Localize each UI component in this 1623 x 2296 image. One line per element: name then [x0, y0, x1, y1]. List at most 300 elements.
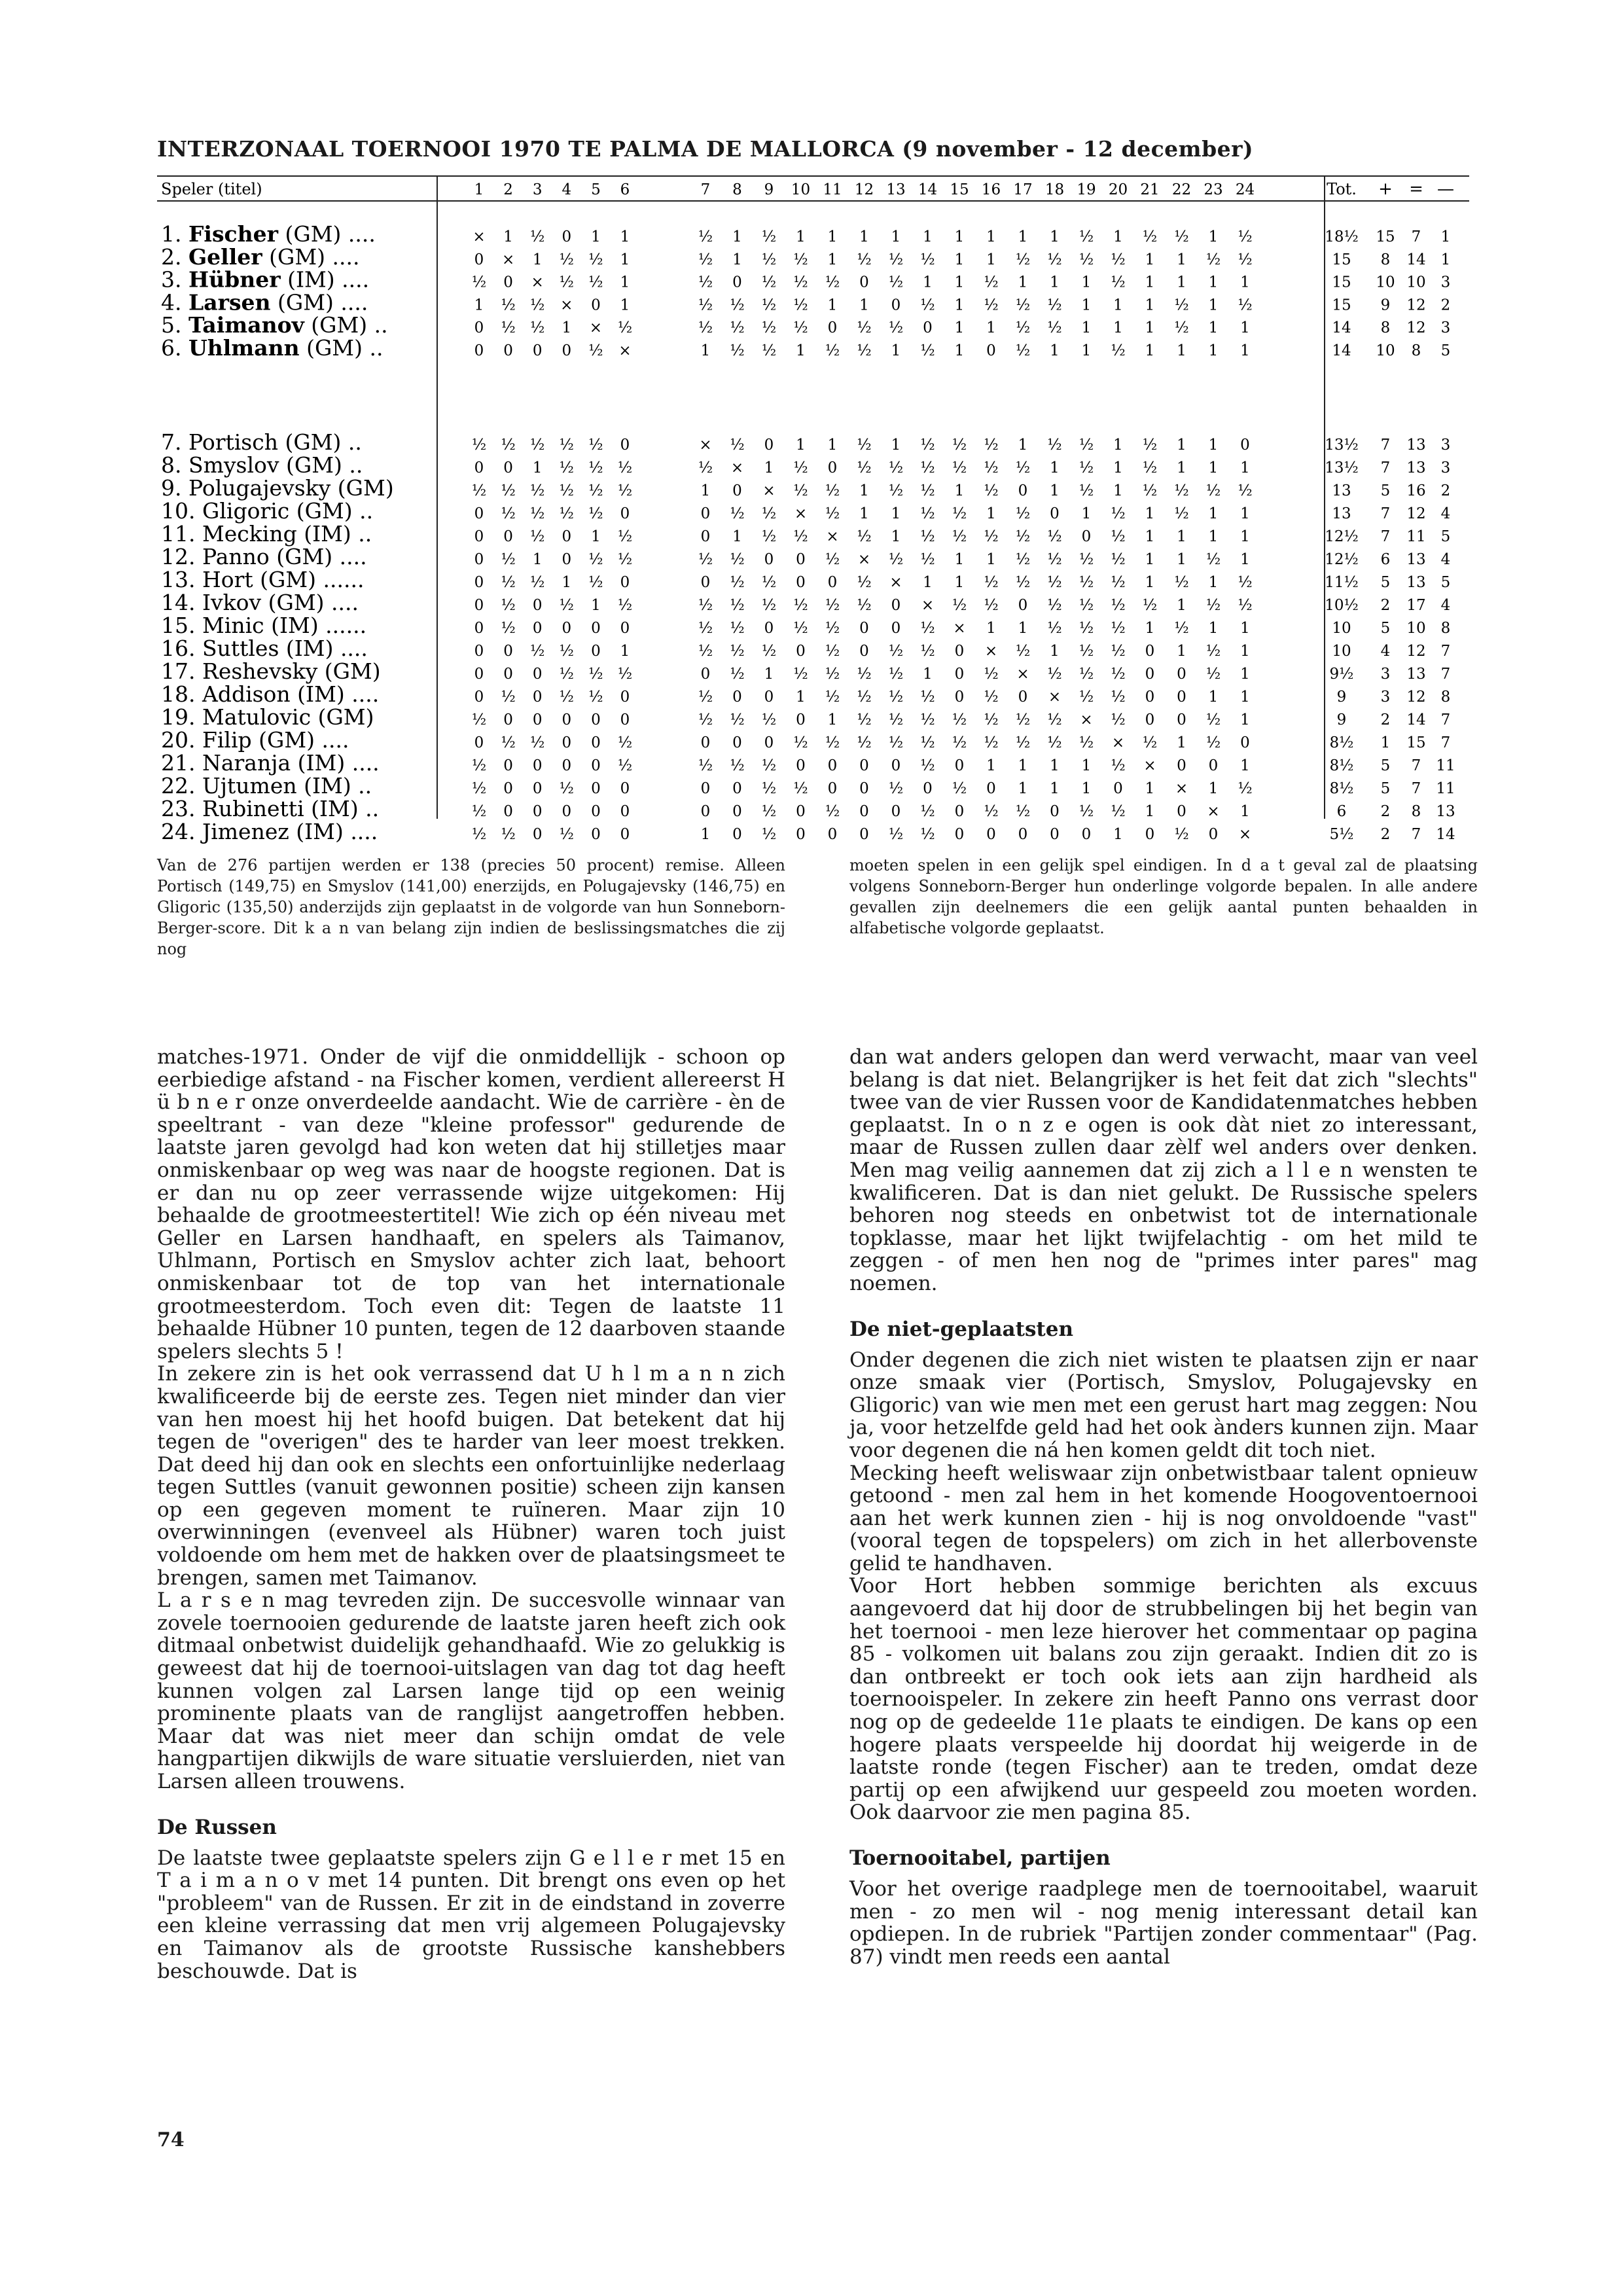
result-cell: 1	[986, 319, 996, 337]
result-cell: 0	[923, 319, 933, 337]
result-cell: 0	[532, 666, 543, 683]
result-cell: 0	[986, 342, 996, 359]
result-cell: 1	[954, 342, 965, 359]
round-header: 12	[854, 181, 874, 198]
result-cell: 1	[700, 482, 711, 499]
result-cell: ×	[501, 251, 515, 268]
losses-cell: 2	[1440, 482, 1451, 499]
result-cell: ½	[698, 597, 713, 614]
result-cell: ×	[1048, 689, 1061, 706]
losses-cell: 3	[1440, 437, 1451, 454]
result-cell: 1	[796, 437, 806, 454]
draws-cell: 12	[1406, 319, 1426, 337]
round-header: 4	[562, 181, 572, 198]
result-cell: ½	[825, 734, 840, 751]
result-cell: ½	[698, 711, 713, 728]
result-cell: 0	[732, 689, 742, 706]
result-cell: ×	[589, 319, 603, 337]
result-cell: ½	[617, 597, 633, 614]
player-name: 19. Matulovic (GM)	[161, 704, 374, 730]
wins-cell: 2	[1380, 597, 1391, 614]
round-header: 9	[764, 181, 774, 198]
result-cell: 1	[827, 228, 838, 245]
result-cell: 1	[1240, 757, 1250, 774]
result-cell: ½	[920, 342, 935, 359]
result-cell: ½	[793, 459, 808, 476]
draws-cell: 7	[1411, 757, 1421, 774]
result-cell: ½	[501, 574, 516, 591]
total-cell: 9½	[1329, 666, 1354, 683]
result-cell: ½	[1174, 482, 1189, 499]
player-name: 8. Smyslov (GM) ..	[161, 452, 363, 478]
result-cell: 1	[764, 666, 774, 683]
result-cell: ½	[530, 528, 545, 545]
result-cell: 1	[1050, 757, 1060, 774]
result-cell: 0	[764, 620, 774, 637]
result-cell: 0	[1177, 711, 1186, 728]
total-cell: 18½	[1325, 228, 1359, 245]
result-cell: 0	[591, 296, 601, 314]
result-cell: ½	[1238, 251, 1253, 268]
result-cell: 1	[532, 459, 543, 476]
result-cell: 1	[1177, 459, 1186, 476]
result-cell: ½	[952, 437, 967, 454]
player-name: 2. Geller (GM) ....	[161, 243, 360, 270]
result-cell: ½	[1047, 251, 1062, 268]
result-cell: ½	[1238, 597, 1253, 614]
result-cell: ½	[984, 711, 999, 728]
result-cell: ½	[984, 482, 999, 499]
result-cell: ½	[1047, 711, 1062, 728]
player-name: 24. Jimenez (IM) ....	[161, 819, 378, 844]
result-cell: ½	[920, 620, 935, 637]
result-cell: ½	[1047, 528, 1062, 545]
round-header: 2	[503, 181, 513, 198]
round-header: 16	[981, 181, 1001, 198]
result-cell: 0	[1018, 597, 1028, 614]
result-cell: 1	[954, 296, 965, 314]
result-cell: ×	[1175, 780, 1188, 797]
round-header: 20	[1108, 181, 1128, 198]
result-cell: ½	[984, 296, 999, 314]
losses-cell: 3	[1440, 459, 1451, 476]
wins-cell: 6	[1380, 551, 1391, 568]
result-cell: 1	[1240, 274, 1250, 291]
result-cell: 0	[591, 780, 601, 797]
result-cell: ½	[984, 597, 999, 614]
result-cell: 0	[954, 666, 965, 683]
result-cell: ½	[1111, 643, 1126, 660]
result-cell: ½	[588, 666, 603, 683]
losses-cell: 13	[1436, 803, 1455, 820]
result-cell: 1	[1050, 482, 1060, 499]
result-cell: ×	[953, 620, 966, 637]
result-cell: ×	[826, 528, 839, 545]
result-cell: ½	[920, 528, 935, 545]
result-cell: ½	[920, 734, 935, 751]
result-cell: 1	[1050, 643, 1060, 660]
result-cell: 1	[1240, 342, 1250, 359]
result-cell: 1	[591, 597, 601, 614]
result-cell: 0	[474, 689, 484, 706]
result-cell: 0	[1177, 757, 1186, 774]
draws-cell: 13	[1406, 437, 1426, 454]
result-cell: 0	[1050, 826, 1060, 843]
result-cell: ½	[588, 505, 603, 522]
round-header: 10	[791, 181, 811, 198]
paragraph: Onder degenen die zich niet wisten te plaatsen zijn er naar onze smaak vier (Portisch, Smyslov, Polugajevsky en Gligoric) van wie men met een gerust hart mag zeggen: Nou ja, voor hetzelfde geld had het ook ànders kunnen zijn. Maar voor degenen die ná hen komen geldt dit toch niet.	[849, 1348, 1478, 1462]
result-cell: 1	[986, 620, 996, 637]
result-cell: ½	[1015, 505, 1031, 522]
result-cell: 1	[1208, 574, 1219, 591]
result-cell: 0	[700, 505, 711, 522]
result-cell: ×	[531, 274, 544, 291]
result-cell: 1	[700, 342, 711, 359]
result-cell: ½	[559, 689, 574, 706]
result-cell: ½	[730, 711, 745, 728]
result-cell: 0	[591, 826, 601, 843]
player-name: 1. Fischer (GM) ....	[161, 221, 376, 247]
result-cell: ½	[1238, 574, 1253, 591]
result-cell: ½	[530, 643, 545, 660]
result-cell: ½	[1174, 826, 1189, 843]
result-cell: 0	[700, 803, 711, 820]
result-cell: 1	[620, 251, 630, 268]
result-cell: ½	[559, 643, 574, 660]
result-cell: 0	[474, 734, 484, 751]
result-cell: 1	[859, 228, 869, 245]
result-cell: 0	[1208, 757, 1219, 774]
result-cell: 0	[620, 780, 630, 797]
result-cell: ½	[588, 437, 603, 454]
wins-cell: 3	[1380, 689, 1391, 706]
result-cell: ½	[1205, 251, 1221, 268]
result-cell: 1	[1177, 643, 1186, 660]
result-cell: 0	[827, 574, 838, 591]
result-cell: 0	[562, 551, 572, 568]
result-cell: ½	[1205, 551, 1221, 568]
result-cell: ½	[888, 689, 904, 706]
result-cell: ½	[825, 666, 840, 683]
result-cell: ½	[1015, 459, 1031, 476]
result-cell: 1	[986, 551, 996, 568]
total-cell: 13½	[1325, 459, 1359, 476]
player-name: 3. Hübner (IM) ....	[161, 266, 370, 293]
player-name: 18. Addison (IM) ....	[161, 681, 380, 707]
result-cell: 1	[591, 228, 601, 245]
total-cell: 14	[1332, 342, 1351, 359]
result-cell: 0	[700, 574, 711, 591]
result-cell: ½	[588, 689, 603, 706]
crosstable	[157, 173, 1469, 844]
result-cell: 0	[1081, 528, 1092, 545]
result-cell: 1	[891, 505, 901, 522]
paragraph: De laatste twee geplaatste spelers zijn G e l l e r met 15 en T a i m a n o v met 14 punten. Dit brengt ons even op het "probleem" van de Russen. Er zit in de eindstand in zoverre een kleine verrassing dat men vrij algemeen Polugajevsky en Taimanov als de grootste Russische kanshebbers beschouwde. Dat is	[157, 1846, 785, 1983]
result-cell: 0	[562, 228, 572, 245]
result-cell: ½	[698, 296, 713, 314]
result-cell: 0	[562, 803, 572, 820]
losses-cell: 2	[1440, 296, 1451, 314]
result-cell: 1	[954, 551, 965, 568]
draws-cell: 10	[1406, 620, 1426, 637]
result-cell: ½	[471, 826, 487, 843]
result-cell: ½	[793, 296, 808, 314]
result-cell: ½	[1174, 620, 1189, 637]
result-cell: 0	[620, 574, 630, 591]
result-cell: 1	[1177, 551, 1186, 568]
result-cell: ×	[762, 482, 776, 499]
result-cell: ½	[857, 666, 872, 683]
result-cell: 0	[620, 826, 630, 843]
result-cell: ½	[1111, 597, 1126, 614]
result-cell: ½	[471, 482, 487, 499]
losses-cell: 5	[1440, 574, 1451, 591]
result-cell: 0	[503, 342, 513, 359]
result-cell: 0	[859, 803, 869, 820]
losses-cell: 8	[1440, 620, 1451, 637]
table-note-right-text: moeten spelen in een gelijk spel eindigen. In d a t geval zal de plaatsing volgens Sonneborn-Berger hun onderlinge volgorde bepalen. In alle andere gevallen zijn deelnemers die een gelijk aantal punten behaalden in alfabetische volgorde geplaatst.	[849, 856, 1478, 937]
result-cell: 1	[732, 528, 742, 545]
result-cell: ½	[501, 826, 516, 843]
result-cell: 1	[1240, 643, 1250, 660]
result-cell: ½	[730, 505, 745, 522]
result-cell: 1	[986, 505, 996, 522]
result-cell: ½	[1047, 319, 1062, 337]
result-cell: ½	[617, 482, 633, 499]
result-cell: 0	[796, 643, 806, 660]
draws-cell: 12	[1406, 643, 1426, 660]
result-cell: ½	[617, 319, 633, 337]
result-cell: 1	[1240, 319, 1250, 337]
result-cell: 1	[1240, 528, 1250, 545]
result-cell: ½	[761, 780, 777, 797]
result-cell: 0	[620, 803, 630, 820]
result-cell: ½	[730, 757, 745, 774]
paragraph: dan wat anders gelopen dan werd verwacht, maar van veel belang is dat niet. Belangrijker is het feit dat zich "slechts" twee van de vier Russen voor de Kandidatenmatches hebben geplaatst. In o n z e ogen is ook dàt niet zo interessant, maar de Russen zullen daar zèlf wel anders over denken. Men mag veilig aannemen dat zij zich a l l e n wensten te kwalificeren. Dat is dan niet gelukt. De Russische spelers behoren nog steeds en onbetwist tot de internationale topklasse, maar het lijkt twijfelachtig - om het mild te zeggen - of men hen nog de "primes inter pares" mag noemen.	[849, 1045, 1478, 1295]
result-cell: ½	[825, 342, 840, 359]
result-cell: 1	[1208, 780, 1219, 797]
table-note-left	[157, 855, 785, 960]
result-cell: ½	[857, 711, 872, 728]
result-cell: ×	[1207, 803, 1220, 820]
result-cell: ½	[1205, 666, 1221, 683]
result-cell: ½	[559, 826, 574, 843]
result-cell: ½	[761, 711, 777, 728]
result-cell: ½	[1047, 296, 1062, 314]
result-cell: 0	[1145, 666, 1155, 683]
total-cell: 10½	[1325, 597, 1359, 614]
round-header: 6	[620, 181, 630, 198]
result-cell: ½	[698, 689, 713, 706]
wins-cell: 8	[1380, 319, 1391, 337]
result-cell: 0	[827, 780, 838, 797]
minus-header: —	[1437, 179, 1454, 199]
result-cell: ½	[984, 689, 999, 706]
result-cell: 1	[1113, 459, 1123, 476]
wins-cell: 5	[1380, 757, 1391, 774]
result-cell: ½	[588, 574, 603, 591]
result-cell: 1	[954, 274, 965, 291]
result-cell: ½	[617, 551, 633, 568]
result-cell: ½	[559, 780, 574, 797]
result-cell: ½	[1079, 251, 1094, 268]
result-cell: 0	[891, 597, 901, 614]
result-cell: 0	[474, 620, 484, 637]
result-cell: ½	[559, 459, 574, 476]
result-cell: ½	[559, 437, 574, 454]
result-cell: ½	[1174, 296, 1189, 314]
result-cell: ½	[730, 437, 745, 454]
result-cell: 0	[503, 274, 513, 291]
result-cell: 1	[591, 528, 601, 545]
result-cell: ½	[471, 803, 487, 820]
result-cell: ½	[1047, 437, 1062, 454]
wins-cell: 1	[1380, 734, 1391, 751]
result-cell: ½	[1015, 342, 1031, 359]
result-cell: ×	[560, 296, 573, 314]
result-cell: ½	[920, 459, 935, 476]
result-cell: ×	[794, 505, 808, 522]
result-cell: 0	[827, 826, 838, 843]
result-cell: 1	[1050, 780, 1060, 797]
result-cell: ½	[1238, 780, 1253, 797]
total-header: Tot.	[1327, 180, 1357, 198]
result-cell: 1	[1113, 482, 1123, 499]
result-cell: 0	[503, 666, 513, 683]
result-cell: 0	[474, 319, 484, 337]
result-cell: 1	[1145, 780, 1155, 797]
result-cell: 1	[859, 505, 869, 522]
result-cell: 1	[923, 574, 933, 591]
result-cell: 1	[1113, 296, 1123, 314]
result-cell: ½	[1047, 620, 1062, 637]
result-cell: 0	[474, 551, 484, 568]
player-name: 13. Hort (GM) ......	[161, 567, 365, 592]
result-cell: ½	[1079, 482, 1094, 499]
result-cell: ½	[617, 528, 633, 545]
result-cell: 1	[1113, 319, 1123, 337]
result-cell: ½	[984, 734, 999, 751]
result-cell: 0	[474, 574, 484, 591]
result-cell: ½	[501, 505, 516, 522]
result-cell: 0	[732, 274, 742, 291]
result-cell: 0	[891, 803, 901, 820]
result-cell: ½	[501, 437, 516, 454]
draws-cell: 14	[1406, 251, 1426, 268]
result-cell: ½	[1079, 689, 1094, 706]
result-cell: ½	[1047, 551, 1062, 568]
result-cell: 0	[474, 251, 484, 268]
result-cell: 0	[954, 689, 965, 706]
result-cell: 1	[1081, 505, 1092, 522]
player-name: 12. Panno (GM) ....	[161, 544, 367, 569]
result-cell: ½	[857, 459, 872, 476]
round-header: 18	[1044, 181, 1065, 198]
result-cell: ½	[1079, 228, 1094, 245]
result-cell: ½	[617, 757, 633, 774]
wins-cell: 5	[1380, 780, 1391, 797]
result-cell: ½	[920, 803, 935, 820]
result-cell: ½	[888, 734, 904, 751]
result-cell: ½	[857, 734, 872, 751]
round-header: 22	[1171, 181, 1192, 198]
result-cell: ½	[1142, 459, 1158, 476]
player-name: 22. Ujtumen (IM) ..	[161, 773, 372, 798]
result-cell: 0	[796, 757, 806, 774]
result-cell: 0	[1240, 437, 1250, 454]
result-cell: 1	[1240, 505, 1250, 522]
paragraph: Voor het overige raadplege men de toernooitabel, waaruit men - zo men wil - nog menig interessant detail kan opdiepen. In de rubriek "Partijen zonder commentaar" (Pag. 87) vindt men reeds een aantal	[849, 1877, 1478, 1969]
result-cell: 1	[1208, 689, 1219, 706]
result-cell: 0	[503, 757, 513, 774]
round-header: 21	[1140, 181, 1160, 198]
result-cell: ½	[617, 734, 633, 751]
losses-cell: 7	[1440, 734, 1451, 751]
draws-cell: 13	[1406, 666, 1426, 683]
result-cell: 0	[474, 459, 484, 476]
result-cell: ½	[888, 826, 904, 843]
result-cell: ½	[1174, 574, 1189, 591]
round-header: 23	[1204, 181, 1223, 198]
plus-header: +	[1378, 179, 1393, 199]
player-name: 21. Naranja (IM) ....	[161, 750, 380, 776]
total-cell: 13½	[1325, 437, 1359, 454]
result-cell: ½	[888, 666, 904, 683]
result-cell: 1	[764, 459, 774, 476]
losses-cell: 4	[1440, 505, 1451, 522]
result-cell: 1	[954, 574, 965, 591]
result-cell: 0	[532, 826, 543, 843]
result-cell: 0	[503, 528, 513, 545]
result-cell: ½	[530, 319, 545, 337]
result-cell: 1	[1208, 228, 1219, 245]
result-cell: 1	[1050, 342, 1060, 359]
result-cell: ½	[530, 574, 545, 591]
result-cell: ½	[698, 459, 713, 476]
result-cell: ½	[984, 528, 999, 545]
wins-cell: 7	[1380, 528, 1391, 545]
result-cell: 0	[764, 689, 774, 706]
player-name: 17. Reshevsky (GM)	[161, 658, 381, 684]
result-cell: 0	[859, 757, 869, 774]
result-cell: ½	[1047, 597, 1062, 614]
result-cell: 0	[859, 780, 869, 797]
result-cell: 1	[859, 296, 869, 314]
result-cell: 0	[562, 342, 572, 359]
wins-cell: 8	[1380, 251, 1391, 268]
result-cell: ½	[1079, 734, 1094, 751]
result-cell: 1	[1208, 342, 1219, 359]
result-cell: ½	[984, 437, 999, 454]
draws-cell: 8	[1411, 803, 1421, 820]
result-cell: 0	[1145, 711, 1155, 728]
result-cell: 1	[1208, 620, 1219, 637]
result-cell: ½	[1079, 459, 1094, 476]
result-cell: ½	[857, 689, 872, 706]
total-cell: 12½	[1325, 551, 1359, 568]
result-cell: ½	[530, 437, 545, 454]
wins-cell: 10	[1376, 342, 1395, 359]
result-cell: 1	[1113, 228, 1123, 245]
result-cell: ½	[730, 296, 745, 314]
result-cell: 0	[620, 437, 630, 454]
result-cell: 0	[532, 620, 543, 637]
result-cell: ½	[1015, 319, 1031, 337]
result-cell: 0	[732, 780, 742, 797]
result-cell: 1	[1050, 228, 1060, 245]
result-cell: ½	[920, 251, 935, 268]
result-cell: 1	[1145, 803, 1155, 820]
